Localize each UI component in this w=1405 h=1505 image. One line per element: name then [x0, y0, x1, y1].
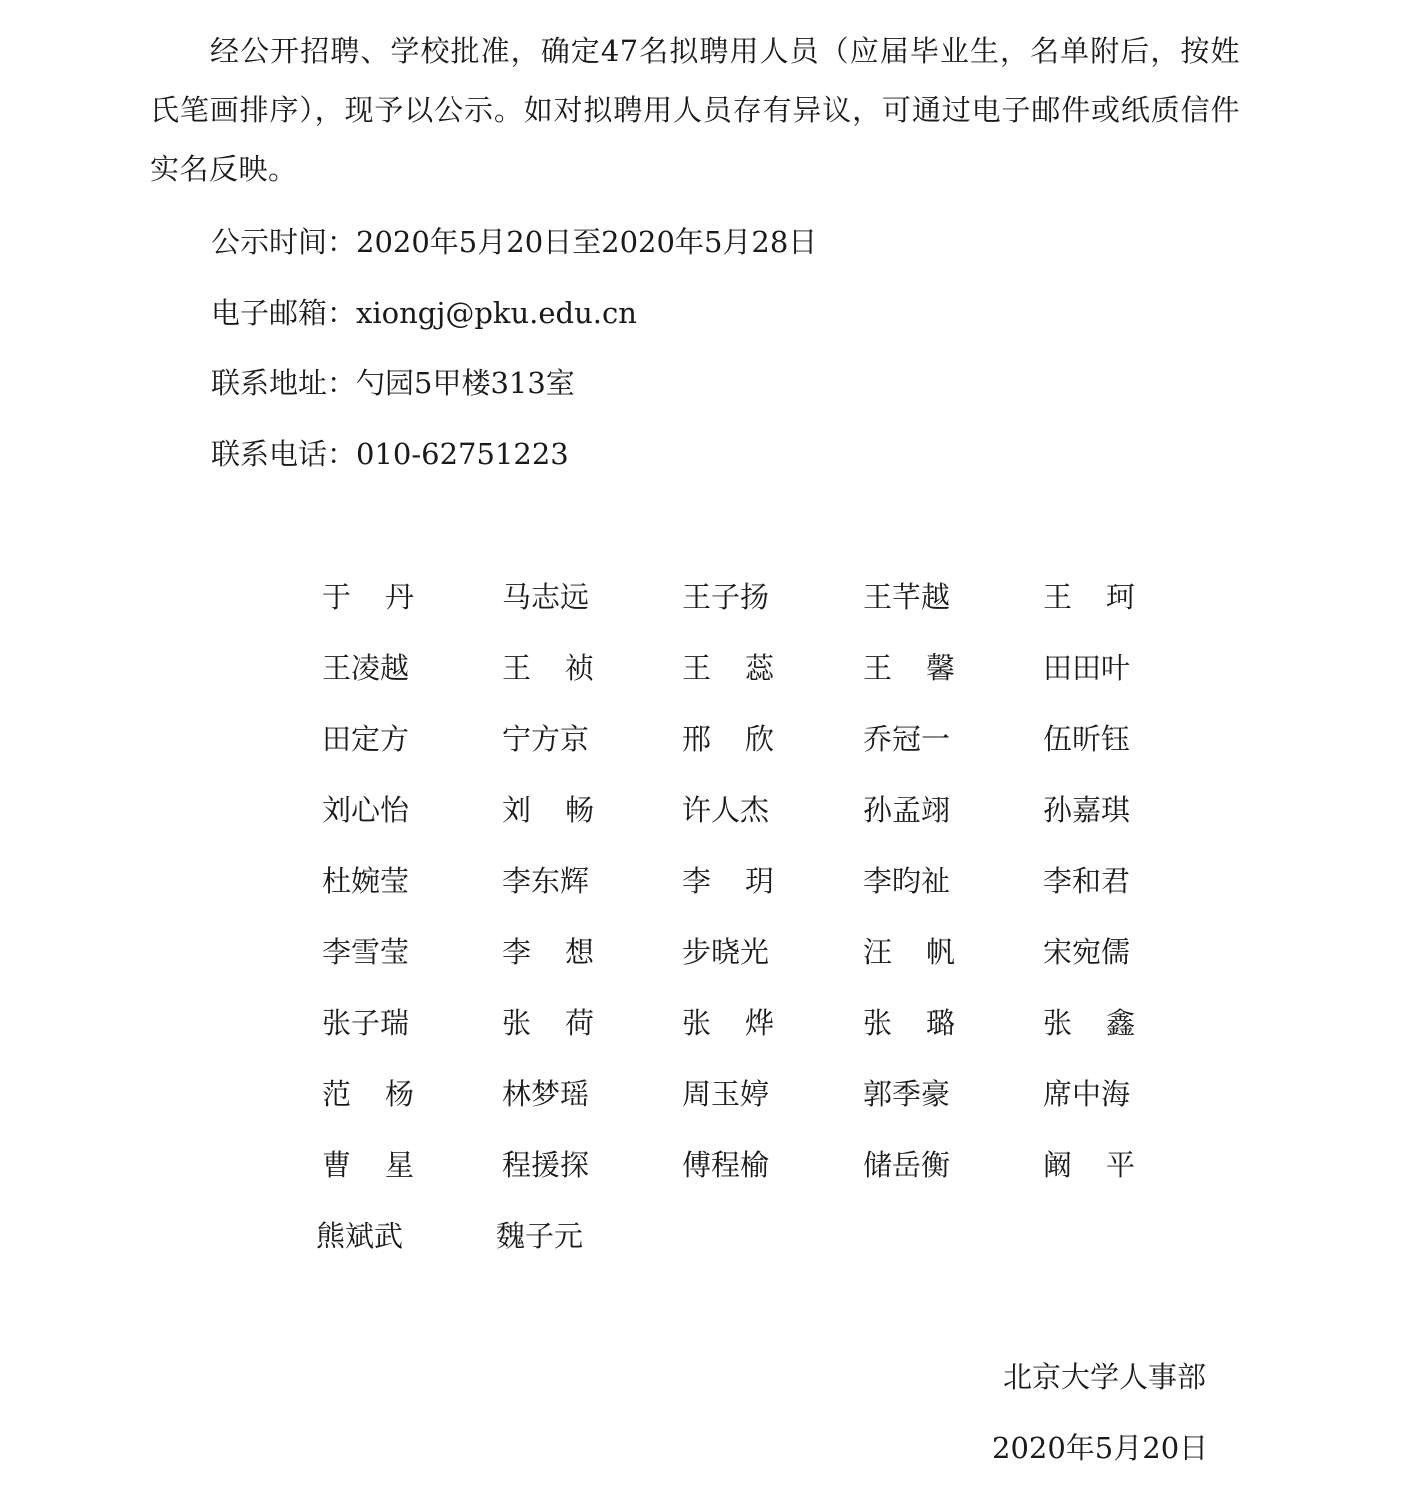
name-entry: 田定方	[322, 722, 410, 756]
name-entry: 王 馨	[863, 651, 955, 685]
name-entry: 于 丹	[322, 580, 414, 614]
name-entry: 孙孟翊	[863, 793, 951, 827]
name-entry: 李 想	[502, 935, 594, 969]
name-entry: 席中海	[1043, 1077, 1131, 1111]
name-row	[322, 575, 1222, 619]
name-entry: 傅程榆	[682, 1148, 770, 1182]
name-entry: 张 荷	[502, 1006, 594, 1040]
name-row	[322, 646, 1222, 690]
notice-paragraph: 经公开招聘、学校批准，确定47名拟聘用人员（应届毕业生，名单附后，按姓氏笔画排序），现予以公示。如对拟聘用人员存有异议，可通过电子邮件或纸质信件实名反映。	[150, 34, 1240, 186]
name-row	[322, 1001, 1222, 1045]
contact-email: 电子邮箱：xiongj@pku.edu.cn	[211, 296, 637, 330]
name-row	[322, 1072, 1222, 1116]
name-entry: 周玉婷	[682, 1077, 770, 1111]
name-entry: 张 鑫	[1043, 1006, 1135, 1040]
signature-org: 北京大学人事部	[1003, 1360, 1207, 1394]
name-entry: 汪 帆	[863, 935, 955, 969]
name-entry: 杜婉莹	[322, 864, 410, 898]
name-entry: 王凌越	[322, 651, 410, 685]
name-entry: 王子扬	[682, 580, 770, 614]
name-entry: 刘 畅	[502, 793, 594, 827]
name-entry: 张子瑞	[322, 1006, 410, 1040]
name-entry: 范 杨	[322, 1077, 414, 1111]
name-entry: 马志远	[502, 580, 590, 614]
name-entry: 王芊越	[863, 580, 951, 614]
name-row	[322, 788, 1222, 832]
name-entry: 王 珂	[1043, 580, 1135, 614]
name-entry: 李和君	[1043, 864, 1131, 898]
name-row	[322, 930, 1222, 974]
name-entry: 储岳衡	[863, 1148, 951, 1182]
name-entry: 程援探	[502, 1148, 590, 1182]
name-entry: 李 玥	[682, 864, 774, 898]
name-entry: 张 烨	[682, 1006, 774, 1040]
name-entry: 林梦瑶	[502, 1077, 590, 1111]
name-row	[316, 1214, 1222, 1258]
name-entry: 郭季豪	[863, 1077, 951, 1111]
name-entry: 田田叶	[1043, 651, 1131, 685]
name-entry: 熊斌武	[316, 1219, 404, 1253]
name-entry: 许人杰	[682, 793, 770, 827]
name-entry: 邢 欣	[682, 722, 774, 756]
signature-date: 2020年5月20日	[992, 1431, 1209, 1465]
name-row	[322, 717, 1222, 761]
name-entry: 王 祯	[502, 651, 594, 685]
name-entry: 李东辉	[502, 864, 590, 898]
name-entry: 乔冠一	[863, 722, 951, 756]
name-entry: 宋宛儒	[1043, 935, 1131, 969]
name-entry: 李雪莹	[322, 935, 410, 969]
name-entry: 阚 平	[1043, 1148, 1135, 1182]
name-entry: 刘心怡	[322, 793, 410, 827]
name-entry: 孙嘉琪	[1043, 793, 1131, 827]
name-entry: 曹 星	[322, 1148, 414, 1182]
name-row	[322, 859, 1222, 903]
notice-period: 公示时间：2020年5月20日至2020年5月28日	[211, 225, 818, 259]
contact-phone: 联系电话：010-62751223	[211, 437, 569, 471]
name-entry: 步晓光	[682, 935, 770, 969]
name-row	[322, 1143, 1222, 1187]
name-entry: 李昀祉	[863, 864, 951, 898]
name-entry: 宁方京	[502, 722, 590, 756]
name-entry: 魏子元	[496, 1219, 584, 1253]
name-entry: 张 璐	[863, 1006, 955, 1040]
contact-address: 联系地址：勺园5甲楼313室	[211, 366, 575, 400]
name-entry: 王 蕊	[682, 651, 774, 685]
name-entry: 伍昕钰	[1043, 722, 1131, 756]
